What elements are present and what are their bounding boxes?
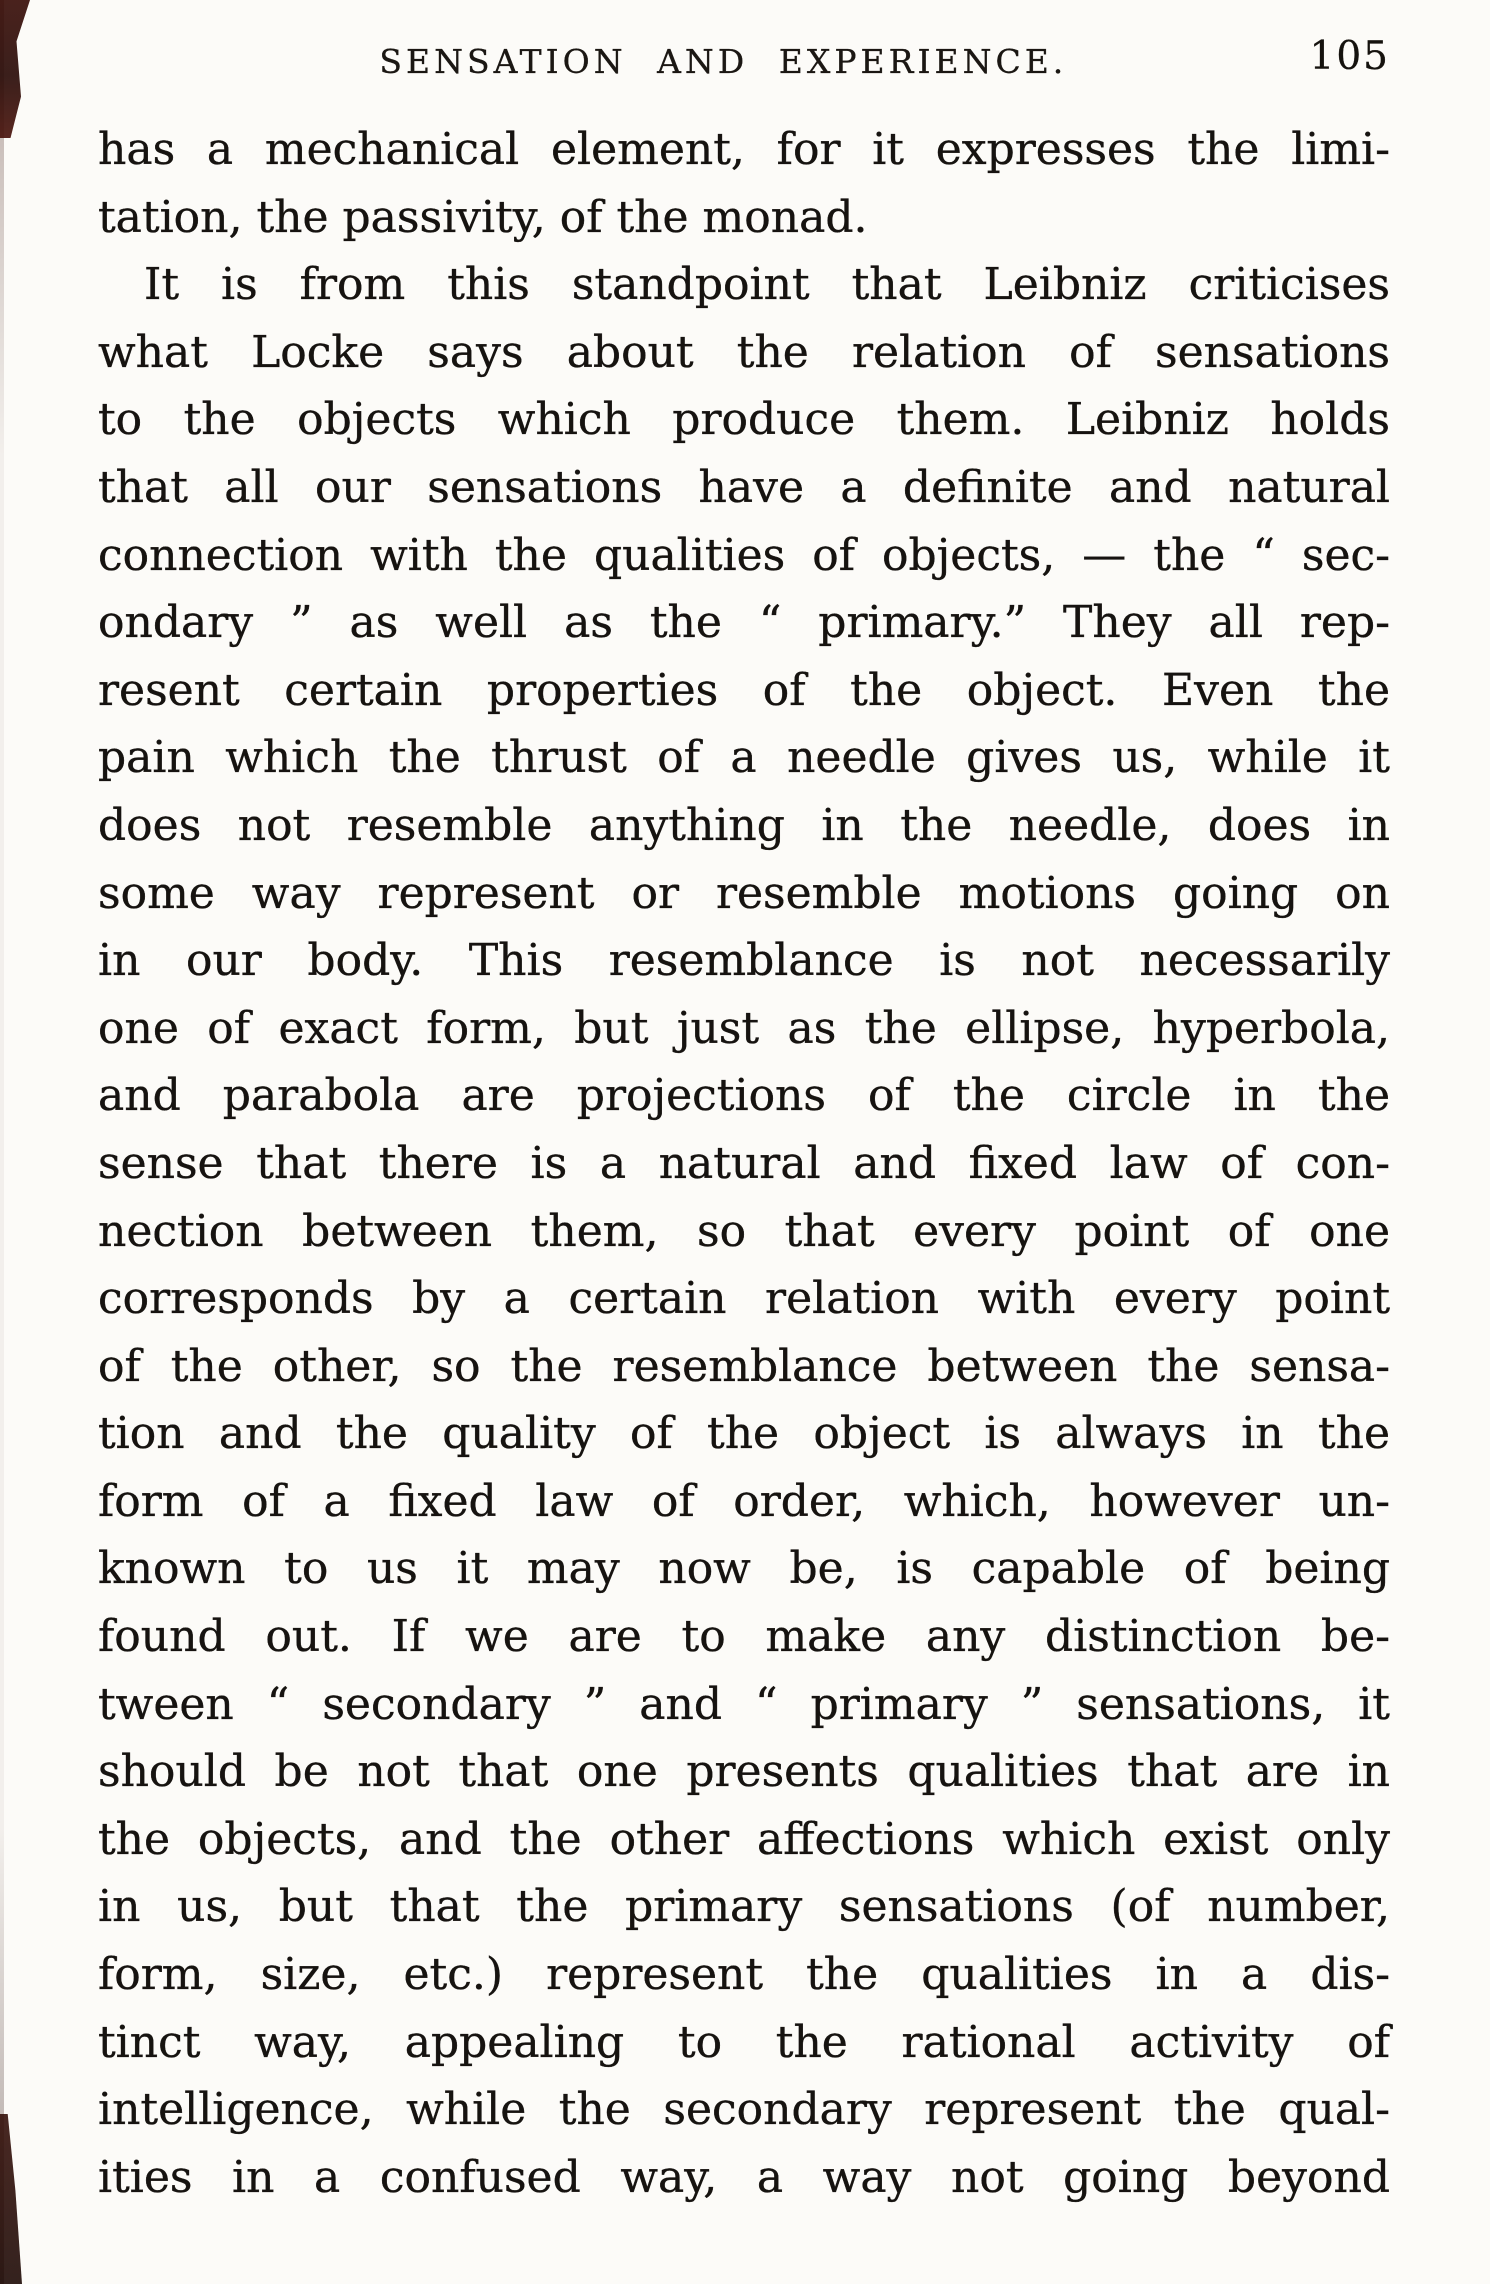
text-line: tation, the passivity, of the monad.	[98, 191, 868, 243]
text-line: of the other, so the resemblance between the sensa-	[98, 1340, 1390, 1392]
scan-artifact-top-left	[0, 0, 30, 138]
text-line: tion and the quality of the object is always in the	[98, 1408, 1390, 1460]
text-line: tween “ secondary ” and “ primary ” sensations, it	[98, 1678, 1390, 1730]
text-line: connection with the qualities of objects, — the “ sec-	[98, 529, 1390, 581]
text-line: in our body. This resemblance is not necessarily	[98, 935, 1390, 987]
page-header	[98, 0, 1390, 100]
text-line: does not resemble anything in the needle, does in	[98, 799, 1390, 851]
text-line: what Locke says about the relation of sensations	[98, 326, 1390, 378]
text-line: sense that there is a natural and fixed law of con-	[98, 1137, 1390, 1189]
text-line: pain which the thrust of a needle gives us, while it	[98, 732, 1390, 784]
text-line: has a mechanical element, for it expresses the limi-	[98, 124, 1390, 175]
page-number: 105	[1309, 34, 1390, 79]
text-line: form, size, etc.) represent the qualities in a dis-	[98, 1949, 1390, 2001]
body-text	[98, 116, 1390, 2211]
text-line: that all our sensations have a definite and natural	[98, 461, 1390, 513]
text-line: found out. If we are to make any distinction be-	[98, 1611, 1390, 1663]
text-line: nection between them, so that every point of one	[98, 1205, 1390, 1257]
text-line: should be not that one presents qualities that are in	[98, 1746, 1390, 1798]
text-line: some way represent or resemble motions going on	[98, 867, 1390, 919]
text-line: intelligence, while the secondary represent the qual-	[98, 2084, 1390, 2136]
scan-artifact-bottom-left	[0, 2114, 22, 2284]
running-title: SENSATION AND EXPERIENCE.	[379, 42, 1068, 81]
text-line: corresponds by a certain relation with every point	[98, 1273, 1390, 1325]
text-line: the objects, and the other affections which exist only	[98, 1813, 1390, 1865]
text-line: tinct way, appealing to the rational activity of	[98, 2016, 1390, 2068]
text-line: form of a fixed law of order, which, however un-	[98, 1475, 1390, 1527]
text-line: resent certain properties of the object. Even the	[98, 664, 1390, 716]
text-line: and parabola are projections of the circle in the	[98, 1070, 1390, 1122]
text-line: in us, but that the primary sensations (of number,	[98, 1881, 1390, 1933]
text-line: ondary ” as well as the “ primary.” They all rep-	[98, 597, 1390, 649]
text-line: to the objects which produce them. Leibniz holds	[98, 394, 1390, 446]
text-line: It is from this standpoint that Leibniz criticises	[144, 259, 1390, 311]
text-line: one of exact form, but just as the ellipse, hyperbola,	[98, 1002, 1390, 1054]
scan-artifact-left-edge	[0, 0, 4, 2284]
text-line: ities in a confused way, a way not going beyond	[98, 2151, 1390, 2203]
text-line: known to us it may now be, is capable of being	[98, 1543, 1390, 1595]
